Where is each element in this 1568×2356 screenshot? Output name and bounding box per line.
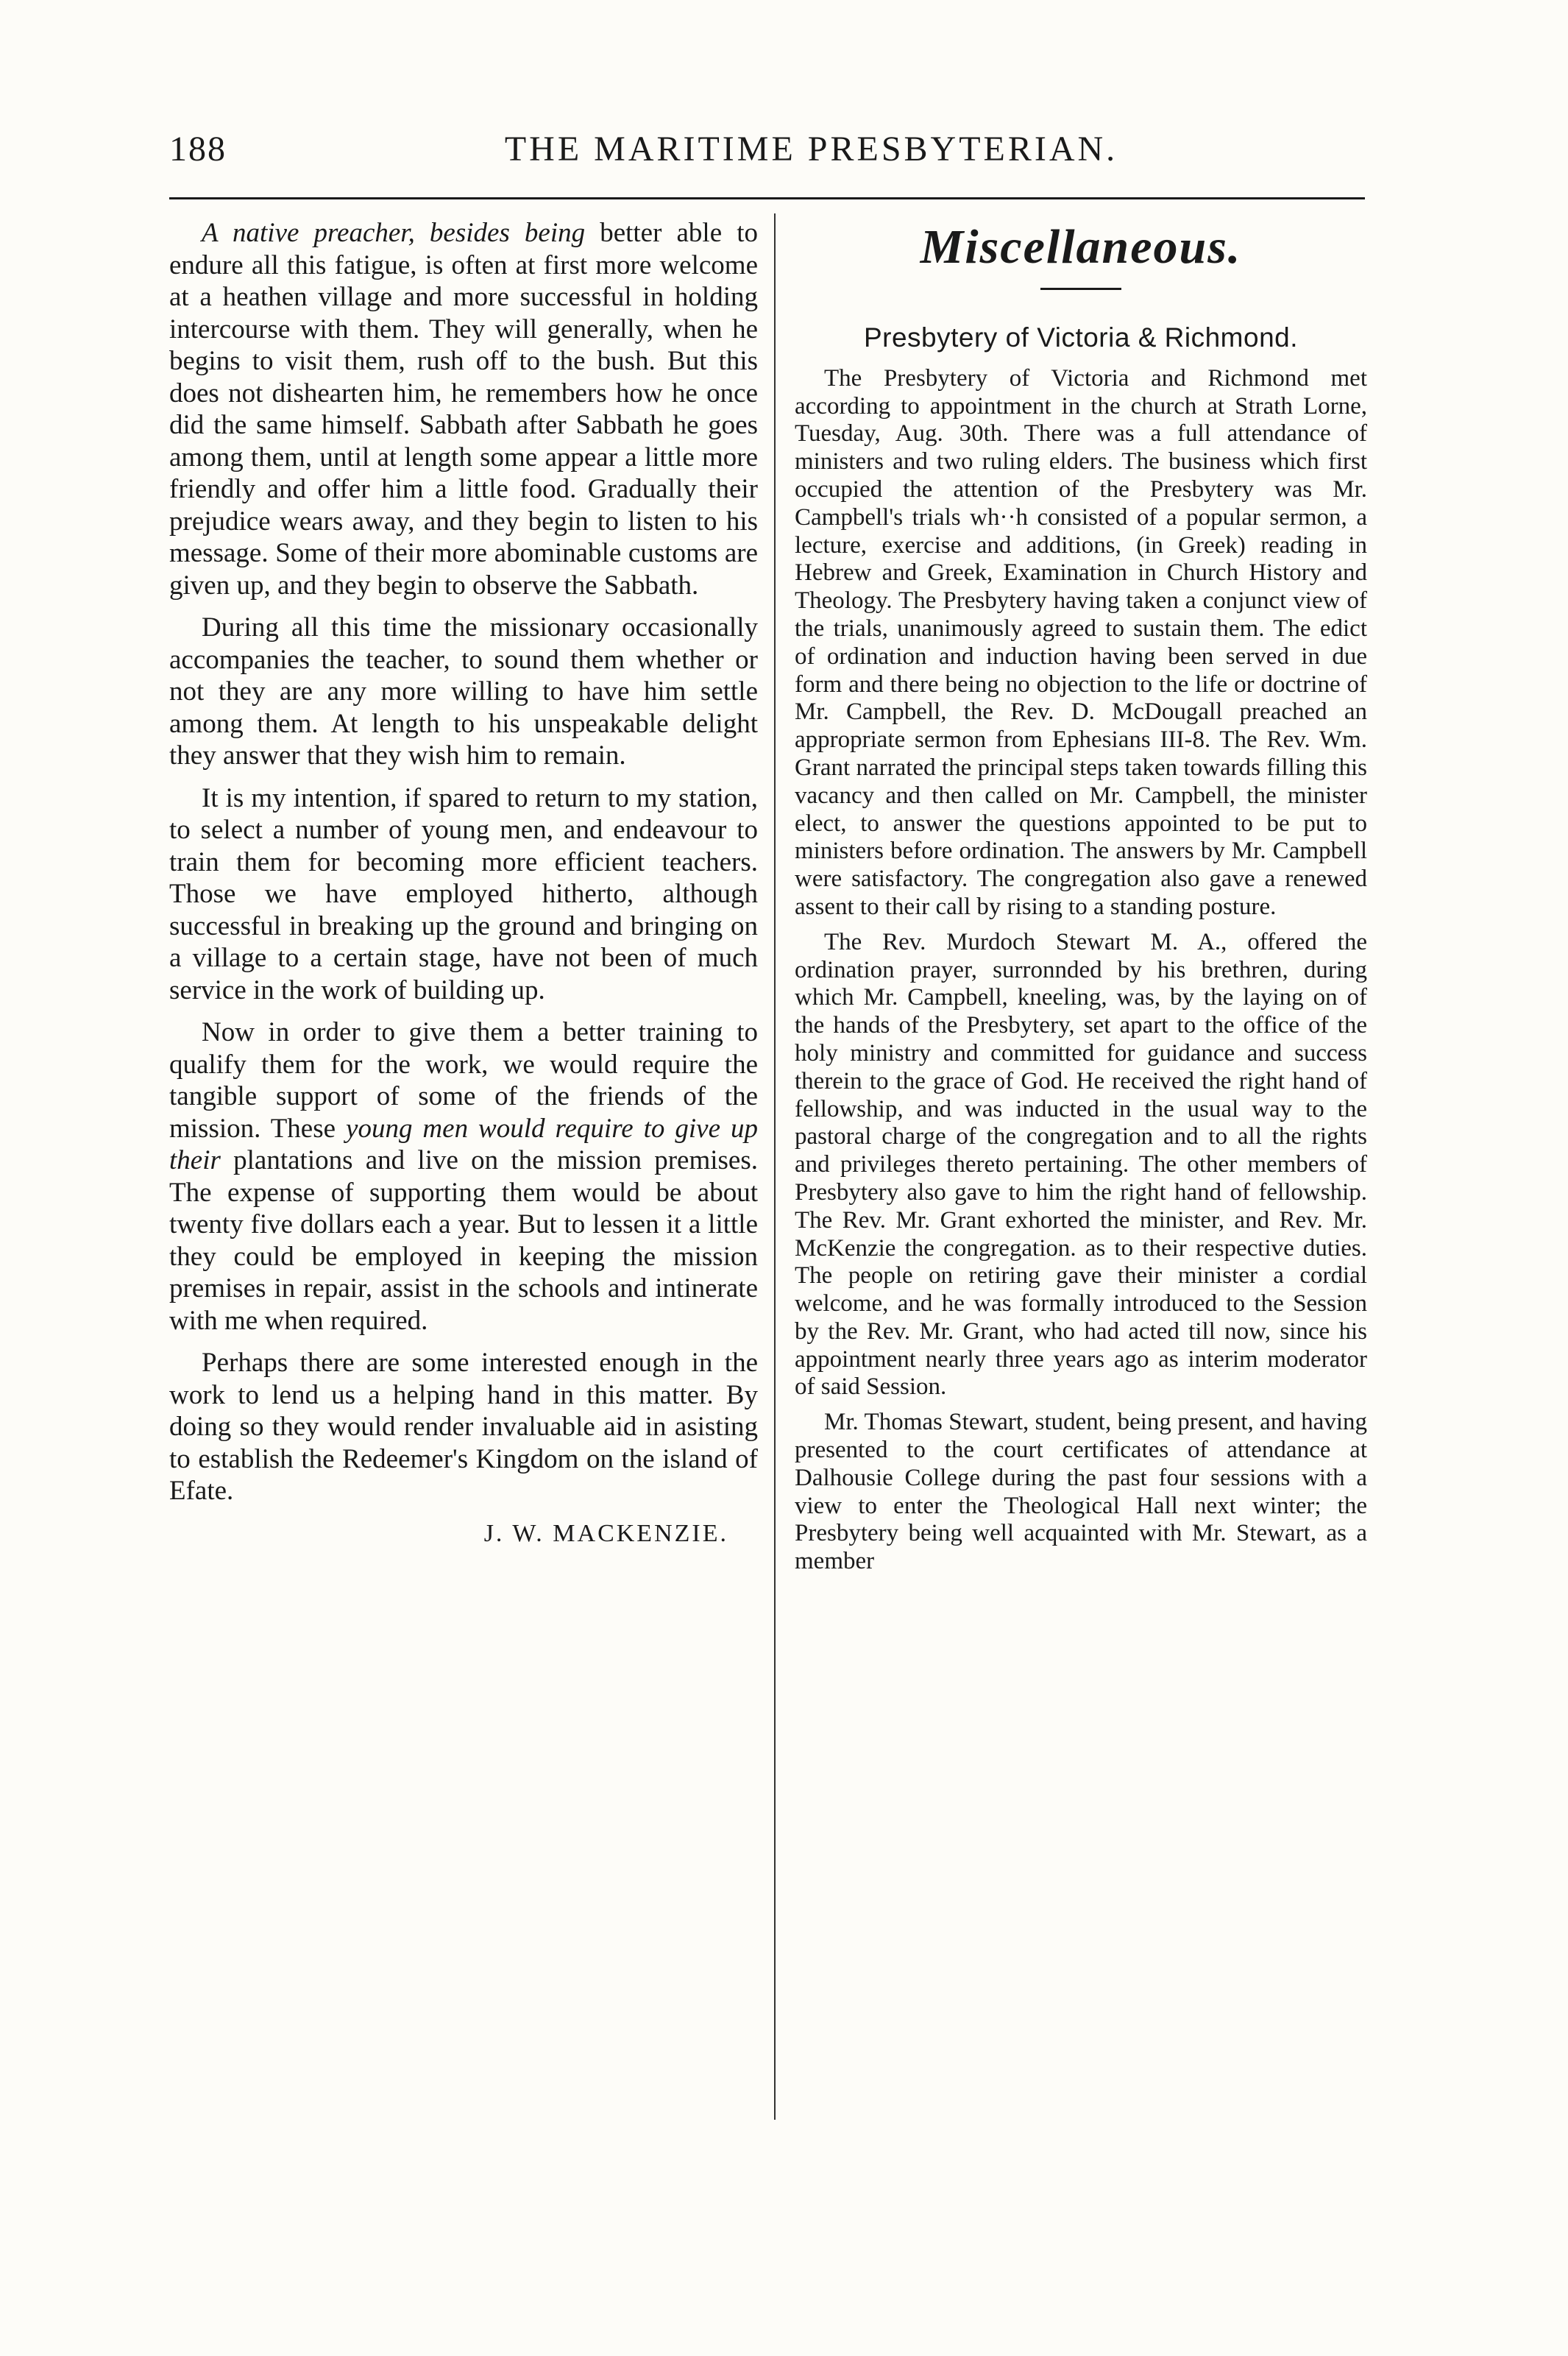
article-subheading: Presbytery of Victoria & Richmond. <box>863 322 1299 353</box>
paragraph-text: Now in order to give them a better training to qualify them for the work, we would require the tangible support of some of the friends of the mission. These <box>169 1017 758 1144</box>
page-number: 188 <box>169 130 227 169</box>
left-paragraph-2: During all this time the missionary occasionally accompanies the teacher, to sound them whether or not they are any more willing to have him settle among them. At length to his unspeakable delight they answer that they wish him to remain. <box>169 612 758 771</box>
header-rule <box>169 197 1365 199</box>
section-rule <box>1040 288 1121 290</box>
right-paragraph-1: The Presbytery of Victoria and Richmond met according to appointment in the church at Strath Lorne, Tuesday, Aug. 30th. There was a full attendance of ministers and two ruling elders. The business which first occupied the attention of the Presbytery was Mr. Campbell's trials wh··h consisted of a popular sermon, a lecture, exercise and additions, (in Greek) reading in Hebrew and Greek, Examination in Church History and Theology. The Presbytery having taken a conjunct view of the trials, unanimously agreed to sustain them. The edict of ordination and induction having been served in due form and there being no objection to the life or doctrine of Mr. Campbell, the Rev. D. McDougall preached an appropriate sermon from Ephesians III-8. The Rev. Wm. Grant narrated the principal steps taken towards filling this vacancy and then called on Mr. Campbell, the minister elect, to answer the questions appointed to be put to ministers before ordination. The answers by Mr. Campbell were satisfactory. The congregation also gave a renewed assent to their call by rising to a standing posture. <box>795 364 1367 920</box>
left-paragraph-3: It is my intention, if spared to return to my station, to select a number of young men, and endeavour to train them for becoming more efficient teachers. Those we have employed hitherto, although successful in breaking up the ground and bringing on a village to a certain stage, have not been of much service in the work of building up. <box>169 782 758 1005</box>
page-header <box>169 129 1365 180</box>
left-paragraph-5: Perhaps there are some interested enough in the work to lend us a helping hand in this matter. By doing so they would render invaluable aid in asisting to establish the Redeemer's Kingdom on the island of Efate. <box>169 1348 758 1506</box>
section-heading: Miscellaneous. <box>920 220 1242 274</box>
paragraph-text: better able to endure all this fatigue, is often at first more welcome at a heathen village and more successful in holding intercourse with them. They will generally, when he begins to visit them, rush off to the bush. But this does not dishearten him, he remembers how he once did the same himself. Sabbath after Sabbath he goes among them, until at length some appear a little more friendly and offer him a little food. Gradually their prejudice wears away, and they begin to listen to his message. Some of their more abominable customs are given up, and they begin to observe the Sabbath. <box>169 218 758 601</box>
italic-tail: besides being <box>429 218 586 248</box>
author-signature: J. W. MACKENZIE. <box>483 1519 728 1547</box>
italic-phrase: young men would require to give up their <box>169 1113 758 1175</box>
left-paragraph-1 <box>169 217 758 601</box>
paragraph-text: plantations and live on the mission premises. The expense of supporting them would be about twenty five dollars each a year. But to lessen it a little they could be employed in keeping the mission premises in repair, assist in the schools and intinerate with me when required. <box>169 1145 758 1336</box>
left-column <box>169 217 758 1549</box>
right-paragraph-3: Mr. Thomas Stewart, student, being present, and having presented to the court certificates of attendance at Dalhousie College during the past four sessions with a view to enter the Theological Hall next winter; the Presbytery being well acquainted with Mr. Stewart, as a member <box>795 1409 1367 1575</box>
running-title: THE MARITIME PRESBYTERIAN. <box>504 130 1118 169</box>
italic-lead: A native preacher, <box>202 218 415 248</box>
column-divider <box>774 213 776 2120</box>
right-column <box>795 217 1367 1583</box>
right-paragraph-2: The Rev. Murdoch Stewart M. A., offered the ordination prayer, surronnded by his brethren, during which Mr. Campbell, kneeling, was, by the laying on of the hands of the Presbytery, set apart to the office of the holy ministry and committed for guidance and success therein to the grace of God. He received the right hand of fellowship, and was inducted in the usual way to the pastoral charge of the congregation and to all the rights and privileges thereto pertaining. The other members of Presbytery also gave to him the right hand of fellowship. The Rev. Mr. Grant exhorted the minister, and Rev. Mr. McKenzie the congregation. as to their respective duties. The people on retiring gave their minister a cordial welcome, and he was formally introduced to the Session by the Rev. Mr. Grant, who had acted till now, since his appointment nearly three years ago as interim moderator of said Session. <box>795 928 1367 1401</box>
left-paragraph-4 <box>169 1016 758 1337</box>
